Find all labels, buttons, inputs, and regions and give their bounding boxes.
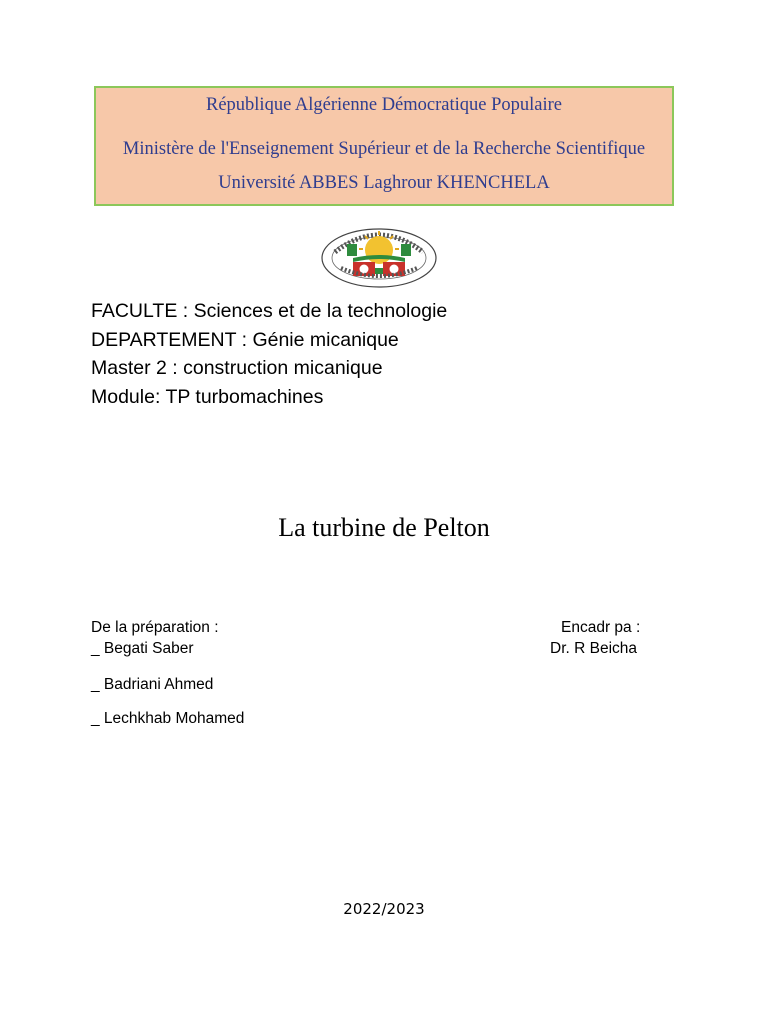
- department-line: DEPARTEMENT : Génie micanique: [91, 328, 399, 351]
- supervisor-label: Encadr pa :: [561, 619, 641, 636]
- preparation-label: De la préparation :: [91, 619, 219, 636]
- module-line: Module: TP turbomachines: [91, 385, 324, 408]
- academic-year: 2022/2023: [343, 900, 425, 918]
- header-republic: République Algérienne Démocratique Populaire: [205, 95, 563, 115]
- student-name: _ Lechkhab Mohamed: [91, 710, 245, 727]
- university-emblem-icon: [319, 222, 439, 288]
- course-info: [91, 297, 447, 411]
- supervisor-name: Dr. R Beicha: [550, 640, 638, 657]
- header-box: [94, 86, 674, 206]
- master-line: Master 2 : construction micanique: [91, 357, 383, 379]
- student-name: _ Badriani Ahmed: [91, 676, 214, 693]
- faculty-line: FACULTE : Sciences et de la technologie: [91, 300, 448, 322]
- header-university: Université ABBES Laghrour KHENCHELA: [218, 173, 550, 193]
- header-ministry: Ministère de l'Enseignement Supérieur et de la Recherche Scientifique: [122, 139, 646, 159]
- student-name: _ Begati Saber: [91, 640, 194, 657]
- document-title: La turbine de Pelton: [278, 513, 490, 542]
